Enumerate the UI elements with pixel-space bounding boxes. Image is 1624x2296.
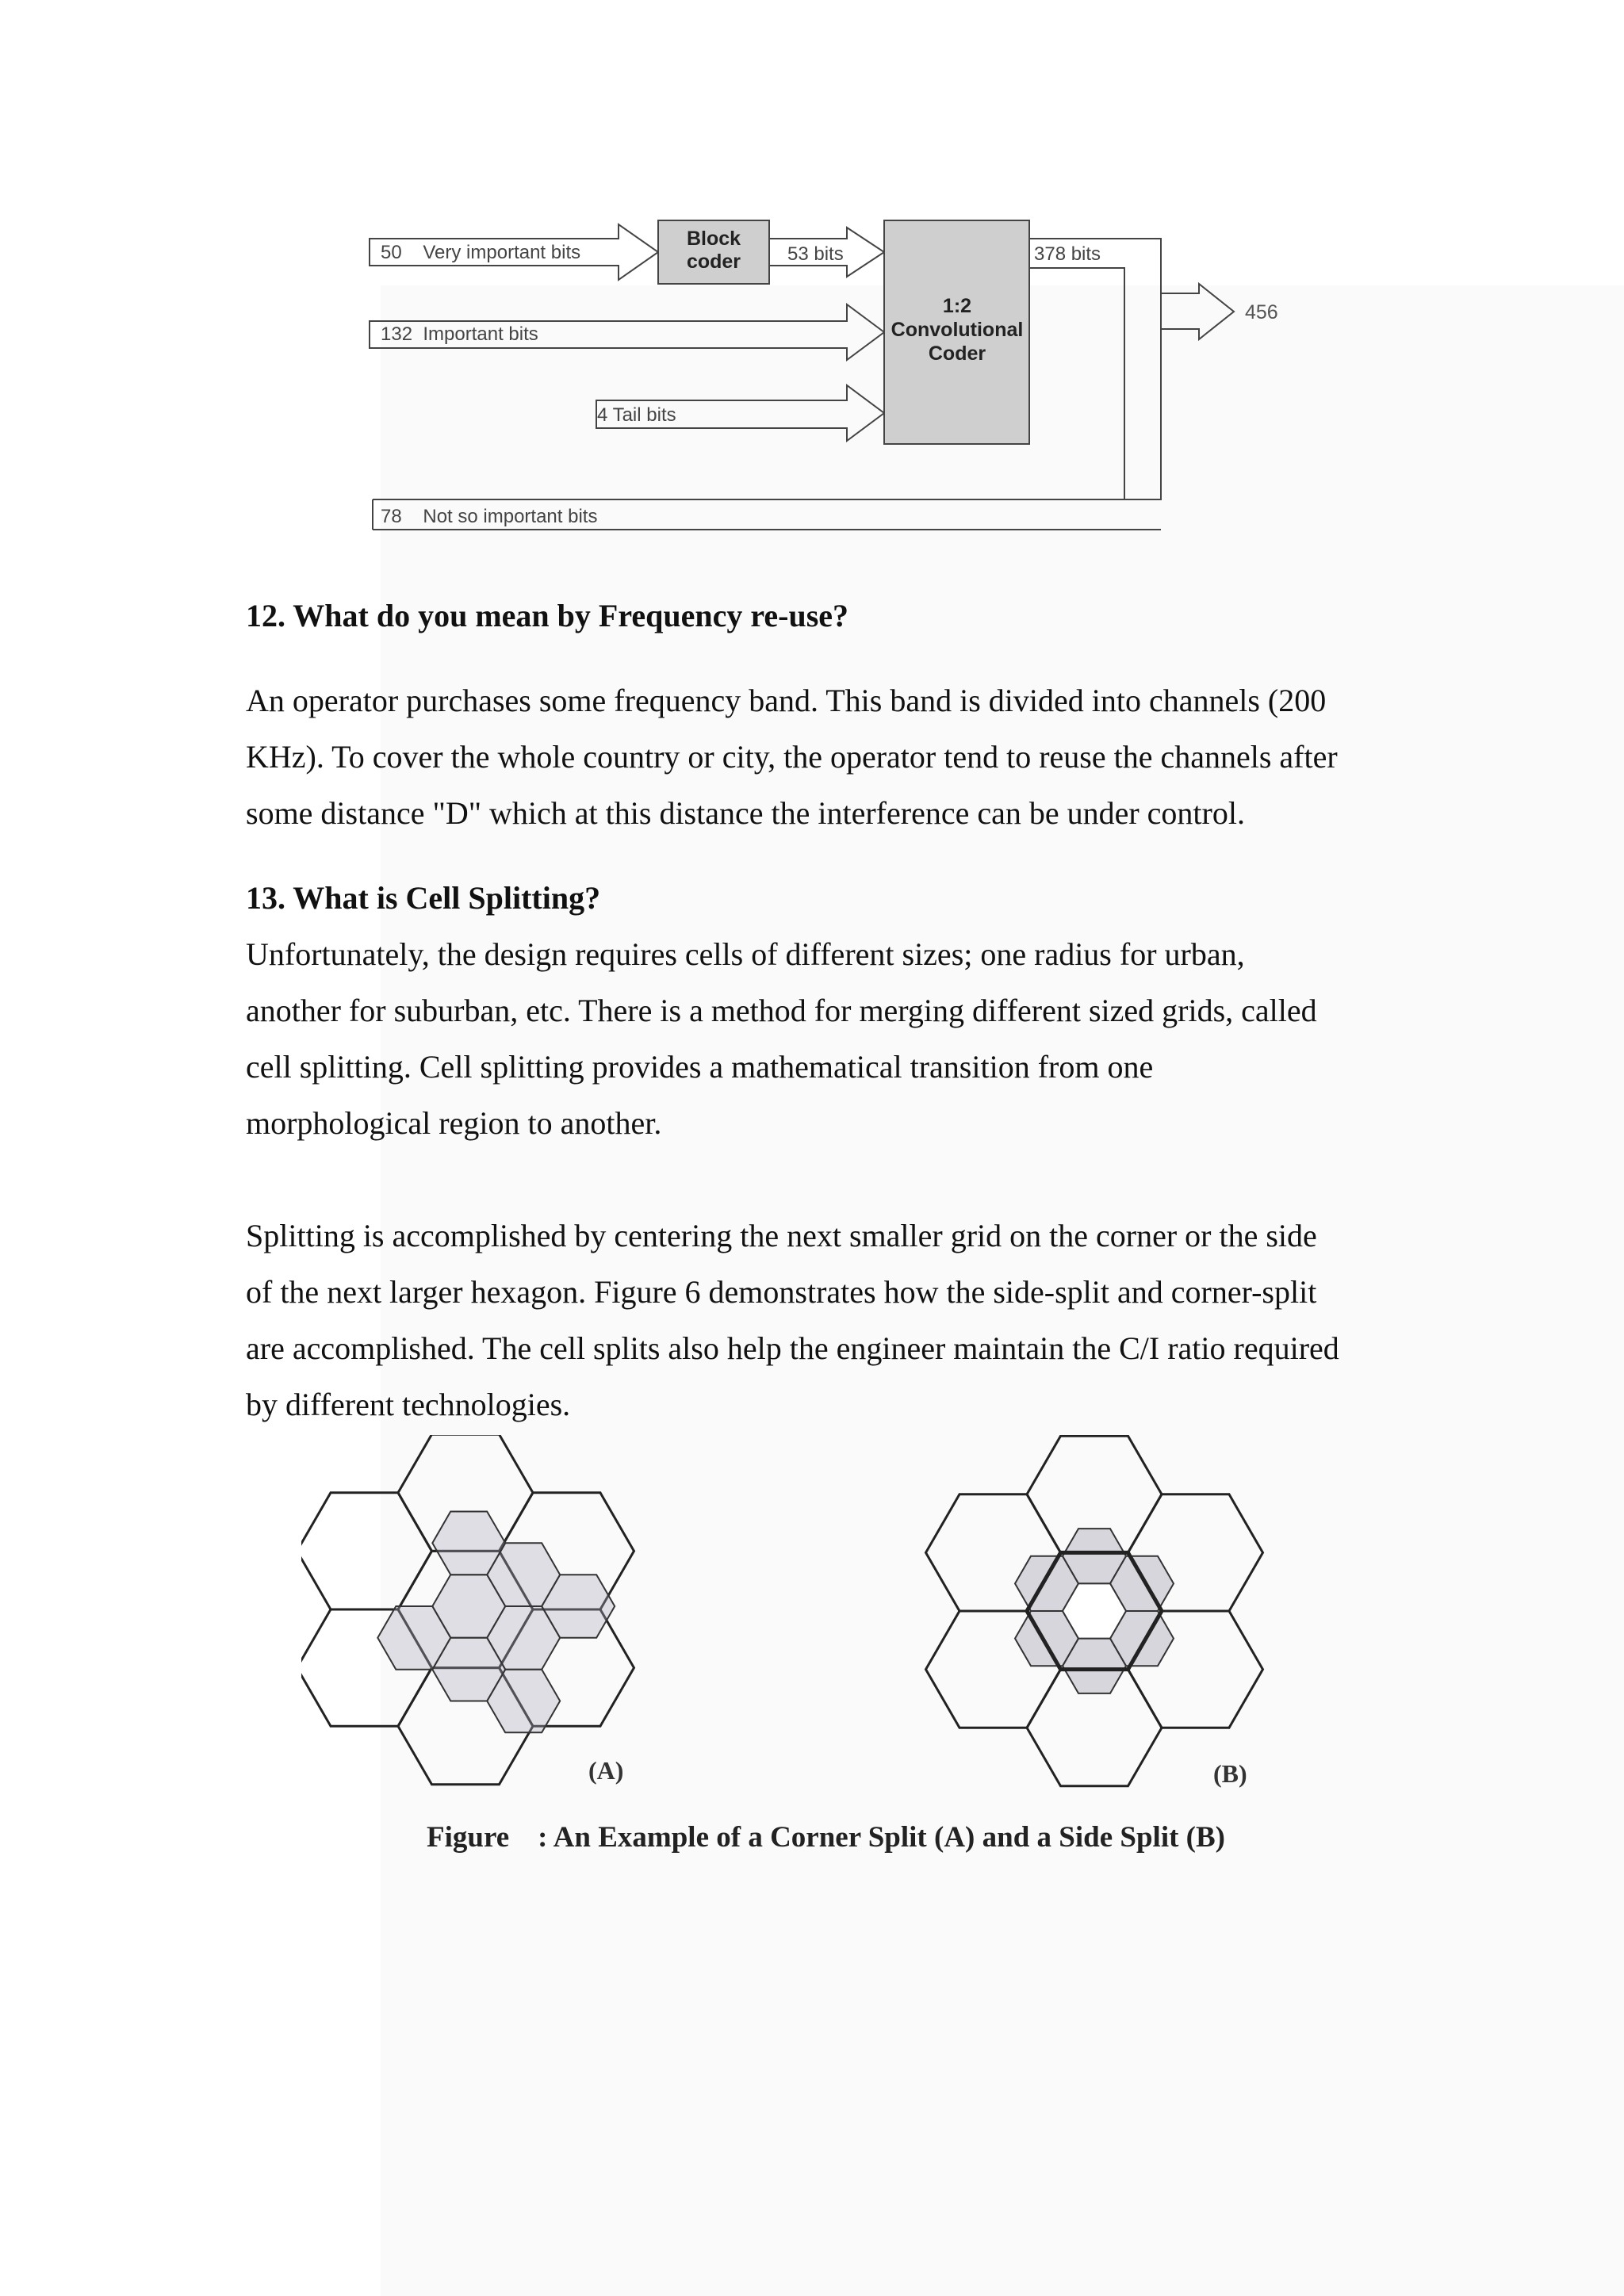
caption-text: : An Example of a Corner Split (A) and a Side Split (B) bbox=[538, 1821, 1225, 1854]
label-a: (A) bbox=[588, 1756, 624, 1785]
q13-p2-line-3: are accomplished. The cell splits also help the engineer maintain the C/I ratio required bbox=[246, 1330, 1339, 1366]
important-label: 132 Important bits bbox=[381, 323, 538, 345]
large-cell bbox=[301, 1493, 432, 1609]
q12-line-2: KHz). To cover the whole country or city, the operator tend to reuse the channels after bbox=[246, 739, 1338, 775]
q13-line-3: cell splitting. Cell splitting provides a mathematical transition from one bbox=[246, 1049, 1154, 1085]
label-b: (B) bbox=[1213, 1759, 1247, 1788]
side-split-diagram bbox=[926, 1436, 1263, 1786]
block-coder-label-1: Block bbox=[686, 228, 741, 250]
figure-caption bbox=[427, 1820, 1225, 1854]
q13-line-1: Unfortunately, the design requires cells of different sizes; one radius for urban, bbox=[246, 936, 1245, 972]
q12-line-3: some distance "D" which at this distance the interference can be under control. bbox=[246, 795, 1245, 831]
q13-p2-line-1: Splitting is accomplished by centering the next smaller grid on the corner or the side bbox=[246, 1218, 1317, 1253]
conv-out-line bbox=[1029, 239, 1161, 499]
cell-split-figure bbox=[301, 1435, 1332, 1847]
encoder-diagram bbox=[0, 0, 1624, 555]
q12-line-1: An operator purchases some frequency band. This band is divided into channels (200 bbox=[246, 683, 1327, 718]
q13-line-4: morphological region to another. bbox=[246, 1105, 662, 1141]
conv-coder-label-2: Convolutional bbox=[891, 319, 1024, 341]
output-arrow bbox=[1161, 284, 1234, 339]
not-important-label: 78 Not so important bits bbox=[381, 506, 598, 527]
q13-line-2: another for suburban, etc. There is a method for merging different sized grids, called bbox=[246, 993, 1317, 1028]
output-label: 456 bbox=[1245, 301, 1278, 323]
block-out-label: 53 bits bbox=[787, 243, 844, 265]
q13-p2-line-4: by different technologies. bbox=[246, 1387, 571, 1422]
conv-coder-label-1: 1:2 bbox=[942, 295, 972, 317]
caption-prefix: Figure bbox=[427, 1821, 510, 1854]
conv-out-label: 378 bits bbox=[1034, 243, 1101, 265]
q13-heading: 13. What is Cell Splitting? bbox=[246, 880, 601, 916]
q13-p2-line-2: of the next larger hexagon. Figure 6 demonstrates how the side-split and corner-split bbox=[246, 1274, 1317, 1310]
block-coder-label-2: coder bbox=[686, 251, 741, 273]
q12-heading: 12. What do you mean by Frequency re-use? bbox=[246, 598, 849, 633]
conv-coder-label-3: Coder bbox=[928, 342, 986, 365]
tail-label: 4 Tail bits bbox=[597, 404, 676, 426]
corner-split-diagram bbox=[301, 1435, 634, 1785]
very-important-label: 50 Very important bits bbox=[381, 242, 581, 263]
